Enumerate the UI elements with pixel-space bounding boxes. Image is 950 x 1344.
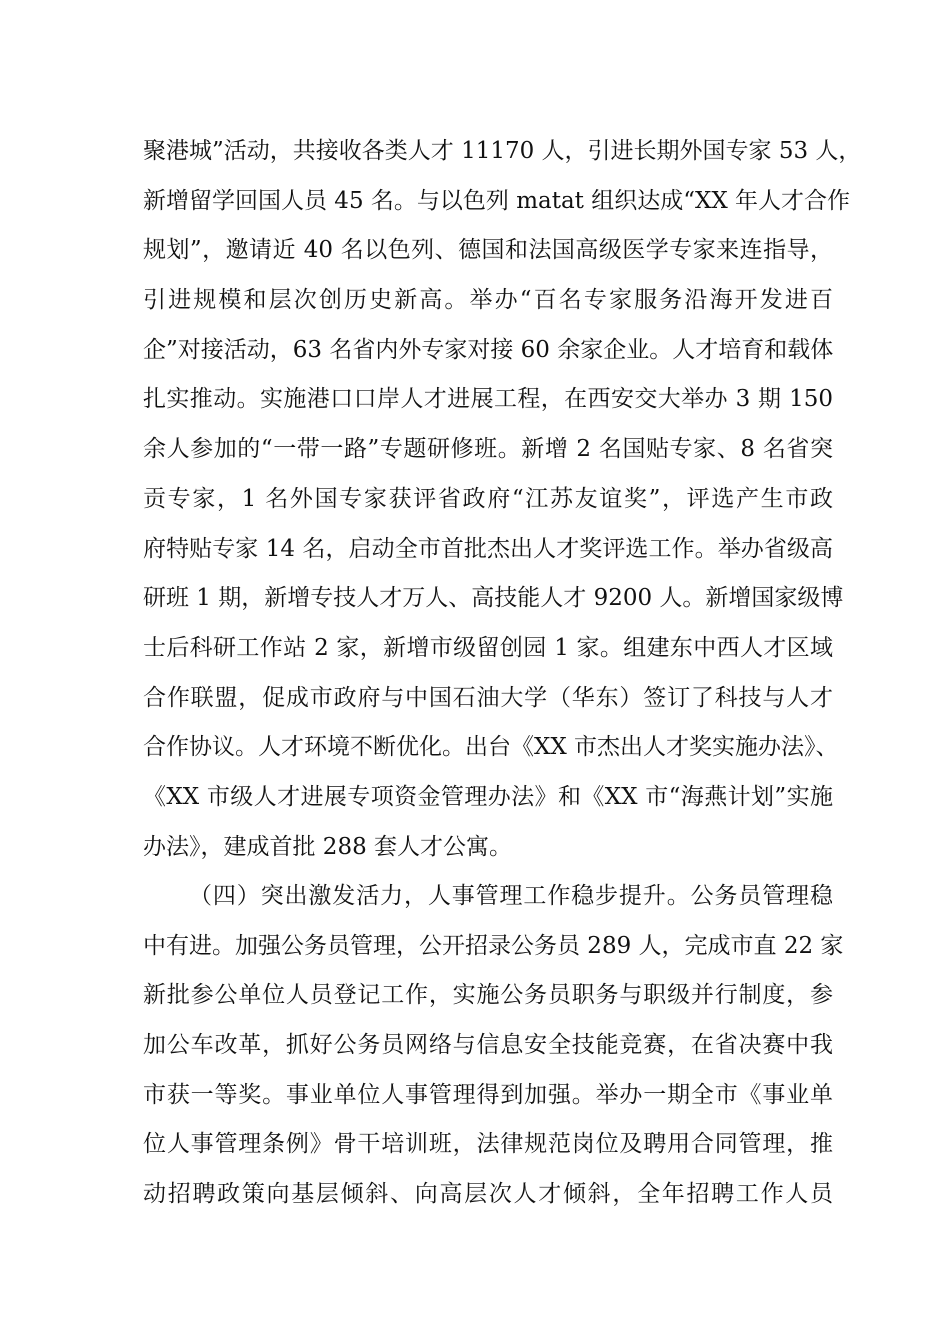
text-line: 贡专家，1 名外国专家获评省政府“江苏友谊奖”，评选产生市政 [143, 485, 833, 512]
text-line: 《XX 市级人才进展专项资金管理办法》和《XX 市“海燕计划”实施 [143, 783, 833, 810]
text-line: 加公车改革，抓好公务员网络与信息安全技能竞赛，在省决赛中我 [143, 1032, 833, 1059]
paragraph-personnel [143, 872, 844, 1220]
text-line: 企”对接活动，63 名省内外专家对接 60 余家企业。人才培育和载体 [143, 336, 834, 363]
text-line: 合作联盟，促成市政府与中国石油大学（华东）签订了科技与人才 [143, 684, 833, 711]
text-line: （四）突出激发活力，人事管理工作稳步提升。公务员管理稳 [189, 883, 833, 909]
text-line: 研班 1 期，新增专技人才万人、高技能人才 9200 人。新增国家级博 [143, 585, 844, 612]
text-line: 新增留学回国人员 45 名。与以色列 matat 组织达成“XX 年人才合作 [143, 187, 851, 214]
text-line: 士后科研工作站 2 家，新增市级留创园 1 家。组建东中西人才区域 [143, 634, 833, 661]
text-line: 中有进。加强公务员管理，公开招录公务员 289 人，完成市直 22 家 [143, 932, 844, 959]
text-line: 市获一等奖。事业单位人事管理得到加强。举办一期全市《事业单 [143, 1081, 833, 1108]
text-line: 府特贴专家 14 名，启动全市首批杰出人才奖评选工作。举办省级高 [143, 535, 833, 562]
text-line: 规划”，邀请近 40 名以色列、德国和法国高级医学专家来连指导， [143, 237, 833, 264]
text-line: 余人参加的“一带一路”专题研修班。新增 2 名国贴专家、8 名省突 [143, 436, 833, 463]
text-line: 动招聘政策向基层倾斜、向高层次人才倾斜，全年招聘工作人员 [143, 1181, 833, 1208]
text-line: 办法》，建成首批 288 套人才公寓。 [143, 833, 513, 860]
text-line: 聚港城”活动，共接收各类人才 11170 人，引进长期外国专家 53 人， [143, 138, 862, 164]
text-line: 新批参公单位人员登记工作，实施公务员职务与职级并行制度，参 [143, 982, 833, 1009]
text-line: 合作协议。人才环境不断优化。出台《XX 市杰出人才奖实施办法》、 [143, 734, 839, 761]
text-line: 引进规模和层次创历史新高。举办“百名专家服务沿海开发进百 [143, 287, 833, 314]
text-line: 扎实推动。实施港口口岸人才进展工程，在西安交大举办 3 期 150 [143, 386, 833, 413]
text-line: 位人事管理条例》骨干培训班，法律规范岗位及聘用合同管理，推 [143, 1131, 833, 1158]
paragraph-talent [143, 127, 862, 872]
